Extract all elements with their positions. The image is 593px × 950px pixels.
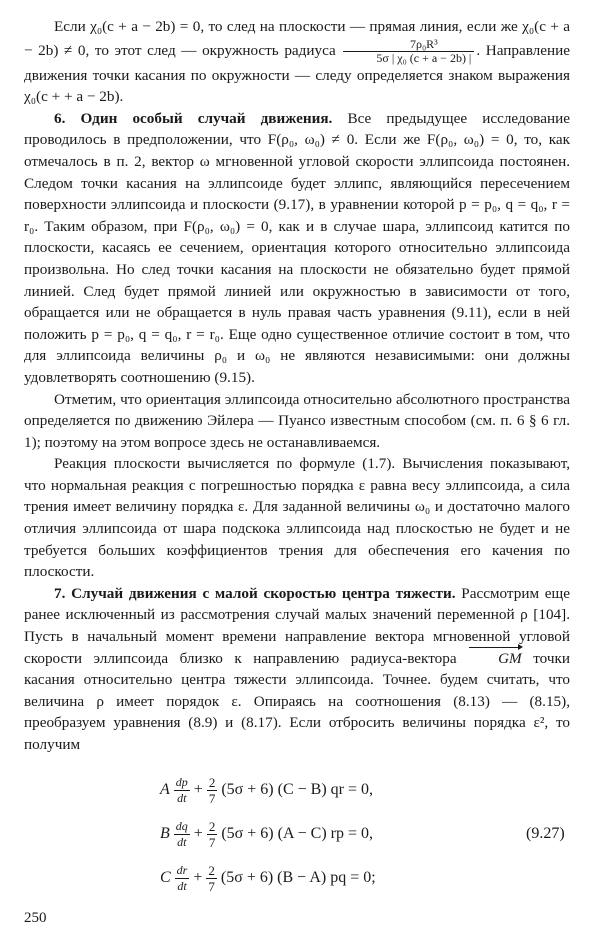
eq2-constant-num: 2 (208, 818, 216, 834)
radius-fraction (343, 38, 474, 65)
eq3-derivative (175, 863, 190, 894)
paragraph-5 (24, 583, 570, 756)
eq1-derivative-num: dp (175, 774, 188, 789)
eq3-constant-den: 7 (208, 878, 215, 894)
paragraph-4 (24, 453, 570, 583)
vector-gm: GM (468, 648, 522, 670)
paragraph-2 (24, 108, 570, 389)
body-text (24, 16, 570, 756)
eq2-derivative (174, 819, 190, 850)
eq1-derivative-den: dt (177, 790, 187, 805)
p2-text: Все предыдущее исследование проводилось в предположении, что F(ρ₀, ω₀) ≠ 0. Если же F(ρ₀, ω₀) = 0, то, как отмечалось в п. 2, вектор ω мгновенной угловой скорости эллипсоида постоянен. Следом точки касания на эллипсоиде будет эллипс, являющийся пересечением поверхности эллипсоида и плоскости (9.17), в уравнении которой p = p₀, q = q₀, r = r₀. Таким образом, при F(ρ₀, ω₀) = 0, как и в случае шара, эллипсоид катится по плоскости, касаясь ее сечением, ориентация которого относительно эллипсоида произвольна. Но след точки касания на плоскости не обязательно будет прямой линией. След будет прямой линией или окружностью в зависимости от того, обращается или не обращается в нуль правая часть уравнения (9.11), если в ней положить p = p₀, q = q₀, r = r₀. Еще одно существенное отличие состоит в том, что для эллипсоида величины ρ₀ и ω₀ не являются независимыми: они должны удовлетворять соотношению (9.15). (24, 109, 570, 386)
p3-text: Отметим, что ориентация эллипсоида относительно абсолютного пространства определяется по движению Эйлера — Пуансо известным способом (см. п. 6 § 6 гл. 1); поэтому на этом вопросе здесь не останавливаемся. (24, 390, 570, 451)
p1-text-before: Если χ₀(c + a − 2b) = 0, то след на плоскости — прямая линия, если же χ₀(c + a − 2b) ≠ 0, то этот след — окружность радиуса (24, 18, 570, 59)
eq1-constant (207, 775, 218, 806)
eq2-constant-den: 7 (208, 834, 216, 850)
eq1-derivative (174, 775, 190, 806)
section-7-heading: 7. Случай движения с малой скоростью центра тяжести. (54, 584, 456, 602)
eq3-derivative-den: dt (177, 878, 187, 893)
eq3-constant-num: 2 (208, 862, 215, 878)
section-6-heading: 6. Один особый случай движения. (54, 109, 333, 127)
eq2-rest: (5σ + 6) (A − C) rp = 0, (221, 825, 373, 842)
equation-3: C $\frac{dr}{dt}$ + $\frac{2}{7}$ (5σ + 6) (B − A) pq = 0; (160, 862, 376, 894)
equation-system (160, 768, 580, 900)
eq1-constant-num: 2 (208, 774, 216, 790)
p4-text: Реакция плоскости вычисляется по формуле (1.7). Вычисления показывают, что нормальная реакция с погрешностью порядка ε равна весу эллипсоида, а сила трения имеет величину порядка ε. Для заданной величины ω₀ и достаточно малого отличия эллипсоида от шара подскока эллипсоида над плоскостью не будет и не требуется больших коэффициентов трения для обеспечения его качения по плоскости. (24, 455, 570, 581)
eq2-derivative-den: dt (177, 834, 187, 849)
paragraph-3 (24, 389, 570, 454)
p1-text-after: . Направление движения точки касания по окружности — следу определяется знаком выражения χ₀(c + + a − 2b). (24, 41, 570, 106)
page-number: 250 (24, 910, 47, 926)
eq1-rest: (5σ + 6) (C − B) qr = 0, (221, 781, 373, 798)
eq1-constant-den: 7 (208, 790, 216, 806)
p5-text-before: Рассмотрим еще ранее исключенный из рассмотрения случай малых значений переменной ρ [104]. Пусть в начальный момент времени направление вектора мгновенной угловой скорости эллипсоида близко к направлению радиуса-вектора (24, 584, 570, 667)
radius-fraction-denominator: 5σ | χ₀ (c + a − 2b) | (376, 50, 472, 65)
eq3-rest: (5σ + 6) (B − A) pq = 0; (220, 869, 376, 886)
eq2-derivative-num: dq (175, 818, 188, 833)
equation-1: A $\frac{dp}{dt}$ + $\frac{2}{7}$ (5σ + 6) (C − B) qr = 0, (160, 774, 373, 806)
eq3-derivative-num: dr (176, 862, 188, 877)
equation-2: B $\frac{dq}{dt}$ + $\frac{2}{7}$ (5σ + 6) (A − C) rp = 0, (9.27) (160, 812, 580, 856)
eq2-constant (207, 819, 218, 850)
p5-text-after: точки касания относительно центра тяжести эллипсоида. Точнее. будем считать, что величина ρ имеет порядок ε. Опираясь на соотношения (8.13) — (8.15), преобразуем уравнения (8.9) и (8.17). Если отбросить величины порядка ε², то получим (24, 649, 570, 753)
eq2-coefficient: B (160, 825, 170, 842)
eq1-coefficient: A (160, 781, 170, 798)
equation-number: (9.27) (526, 825, 565, 842)
paragraph-1 (24, 16, 570, 108)
eq3-constant (206, 863, 217, 894)
eq3-coefficient: C (160, 869, 171, 886)
radius-fraction-numerator: 7ρ₀R³ (343, 38, 474, 52)
